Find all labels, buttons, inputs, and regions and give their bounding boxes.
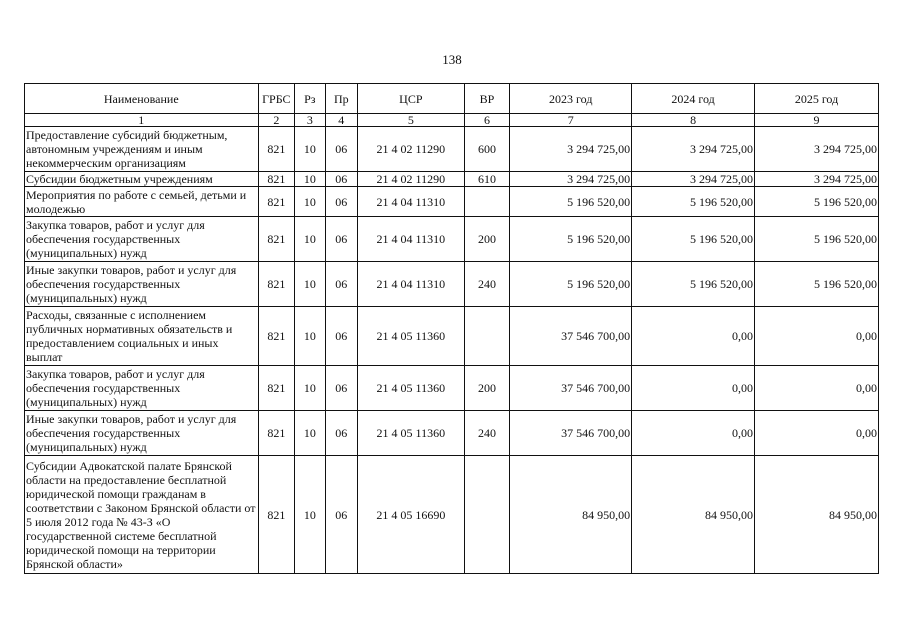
header-2023: 2023 год (510, 84, 632, 114)
row-2023: 3 294 725,00 (510, 127, 632, 172)
row-2023: 37 546 700,00 (510, 307, 632, 366)
row-2024: 0,00 (632, 366, 755, 411)
row-grbs: 821 (258, 456, 295, 574)
row-name: Субсидии Адвокатской палате Брянской области на предоставление бесплатной юридической помощи гражданам в соответствии с Законом Брянской области от 5 июля 2012 года № 43-З «О государственной системе бесплатной юридической помощи на территории Брянской области» (25, 456, 259, 574)
row-name: Закупка товаров, работ и услуг для обеспечения государственных (муниципальных) нужд (25, 366, 259, 411)
table-row (25, 187, 879, 217)
table-row (25, 366, 879, 411)
row-2024: 5 196 520,00 (632, 262, 755, 307)
column-number: 3 (295, 114, 325, 127)
row-grbs: 821 (258, 262, 295, 307)
row-rz: 10 (295, 411, 325, 456)
row-2023: 37 546 700,00 (510, 366, 632, 411)
row-csr: 21 4 04 11310 (358, 217, 465, 262)
row-name: Иные закупки товаров, работ и услуг для обеспечения государственных (муниципальных) нужд (25, 262, 259, 307)
header-2024: 2024 год (632, 84, 755, 114)
row-2024: 0,00 (632, 411, 755, 456)
column-number: 7 (510, 114, 632, 127)
column-number: 6 (464, 114, 510, 127)
column-number: 8 (632, 114, 755, 127)
row-grbs: 821 (258, 366, 295, 411)
row-grbs: 821 (258, 127, 295, 172)
table-row (25, 307, 879, 366)
header-2025: 2025 год (755, 84, 879, 114)
row-2025: 0,00 (755, 366, 879, 411)
header-csr: ЦСР (358, 84, 465, 114)
row-2024: 84 950,00 (632, 456, 755, 574)
row-pr: 06 (325, 187, 357, 217)
row-2023: 37 546 700,00 (510, 411, 632, 456)
row-name: Мероприятия по работе с семьей, детьми и молодежью (25, 187, 259, 217)
budget-table (24, 83, 879, 574)
row-csr: 21 4 05 11360 (358, 411, 465, 456)
column-number: 2 (258, 114, 295, 127)
row-2025: 5 196 520,00 (755, 262, 879, 307)
row-csr: 21 4 02 11290 (358, 172, 465, 187)
row-rz: 10 (295, 262, 325, 307)
row-rz: 10 (295, 127, 325, 172)
row-name: Расходы, связанные с исполнением публичных нормативных обязательств и предоставлением социальных и иных выплат (25, 307, 259, 366)
row-2023: 5 196 520,00 (510, 217, 632, 262)
row-vr (464, 307, 510, 366)
column-number: 9 (755, 114, 879, 127)
row-name: Иные закупки товаров, работ и услуг для обеспечения государственных (муниципальных) нужд (25, 411, 259, 456)
column-number-row (25, 114, 879, 127)
row-2025: 5 196 520,00 (755, 217, 879, 262)
row-rz: 10 (295, 456, 325, 574)
row-pr: 06 (325, 217, 357, 262)
table-row (25, 411, 879, 456)
row-grbs: 821 (258, 217, 295, 262)
row-2024: 3 294 725,00 (632, 127, 755, 172)
row-rz: 10 (295, 217, 325, 262)
page-number: 138 (442, 52, 462, 67)
row-vr: 240 (464, 262, 510, 307)
row-vr (464, 187, 510, 217)
row-2025: 3 294 725,00 (755, 127, 879, 172)
row-csr: 21 4 05 11360 (358, 307, 465, 366)
row-grbs: 821 (258, 411, 295, 456)
row-pr: 06 (325, 366, 357, 411)
row-vr: 240 (464, 411, 510, 456)
column-number: 5 (358, 114, 465, 127)
table-row (25, 172, 879, 187)
row-2025: 84 950,00 (755, 456, 879, 574)
row-2025: 3 294 725,00 (755, 172, 879, 187)
row-2024: 3 294 725,00 (632, 172, 755, 187)
row-rz: 10 (295, 187, 325, 217)
table-row (25, 456, 879, 574)
row-pr: 06 (325, 411, 357, 456)
row-rz: 10 (295, 366, 325, 411)
row-csr: 21 4 05 11360 (358, 366, 465, 411)
header-vr: ВР (464, 84, 510, 114)
header-name: Наименование (25, 84, 259, 114)
row-name: Субсидии бюджетным учреждениям (25, 172, 259, 187)
row-vr: 200 (464, 366, 510, 411)
column-number: 1 (25, 114, 259, 127)
row-csr: 21 4 04 11310 (358, 187, 465, 217)
row-rz: 10 (295, 307, 325, 366)
row-2023: 3 294 725,00 (510, 172, 632, 187)
row-pr: 06 (325, 262, 357, 307)
row-csr: 21 4 05 16690 (358, 456, 465, 574)
row-grbs: 821 (258, 307, 295, 366)
row-csr: 21 4 02 11290 (358, 127, 465, 172)
row-grbs: 821 (258, 172, 295, 187)
row-vr: 600 (464, 127, 510, 172)
header-row (25, 84, 879, 114)
row-pr: 06 (325, 307, 357, 366)
row-name: Предоставление субсидий бюджетным, автономным учреждениям и иным некоммерческим организациям (25, 127, 259, 172)
row-pr: 06 (325, 172, 357, 187)
row-2025: 0,00 (755, 307, 879, 366)
row-rz: 10 (295, 172, 325, 187)
row-2023: 84 950,00 (510, 456, 632, 574)
row-2025: 5 196 520,00 (755, 187, 879, 217)
table-row (25, 127, 879, 172)
row-2024: 5 196 520,00 (632, 187, 755, 217)
row-2023: 5 196 520,00 (510, 187, 632, 217)
row-vr: 200 (464, 217, 510, 262)
row-2025: 0,00 (755, 411, 879, 456)
table-row (25, 217, 879, 262)
row-csr: 21 4 04 11310 (358, 262, 465, 307)
row-name: Закупка товаров, работ и услуг для обеспечения государственных (муниципальных) нужд (25, 217, 259, 262)
header-pr: Пр (325, 84, 357, 114)
row-pr: 06 (325, 127, 357, 172)
row-pr: 06 (325, 456, 357, 574)
column-number: 4 (325, 114, 357, 127)
table-row (25, 262, 879, 307)
row-2024: 0,00 (632, 307, 755, 366)
header-rz: Рз (295, 84, 325, 114)
row-2023: 5 196 520,00 (510, 262, 632, 307)
row-grbs: 821 (258, 187, 295, 217)
header-grbs: ГРБС (258, 84, 295, 114)
row-vr: 610 (464, 172, 510, 187)
row-2024: 5 196 520,00 (632, 217, 755, 262)
row-vr (464, 456, 510, 574)
